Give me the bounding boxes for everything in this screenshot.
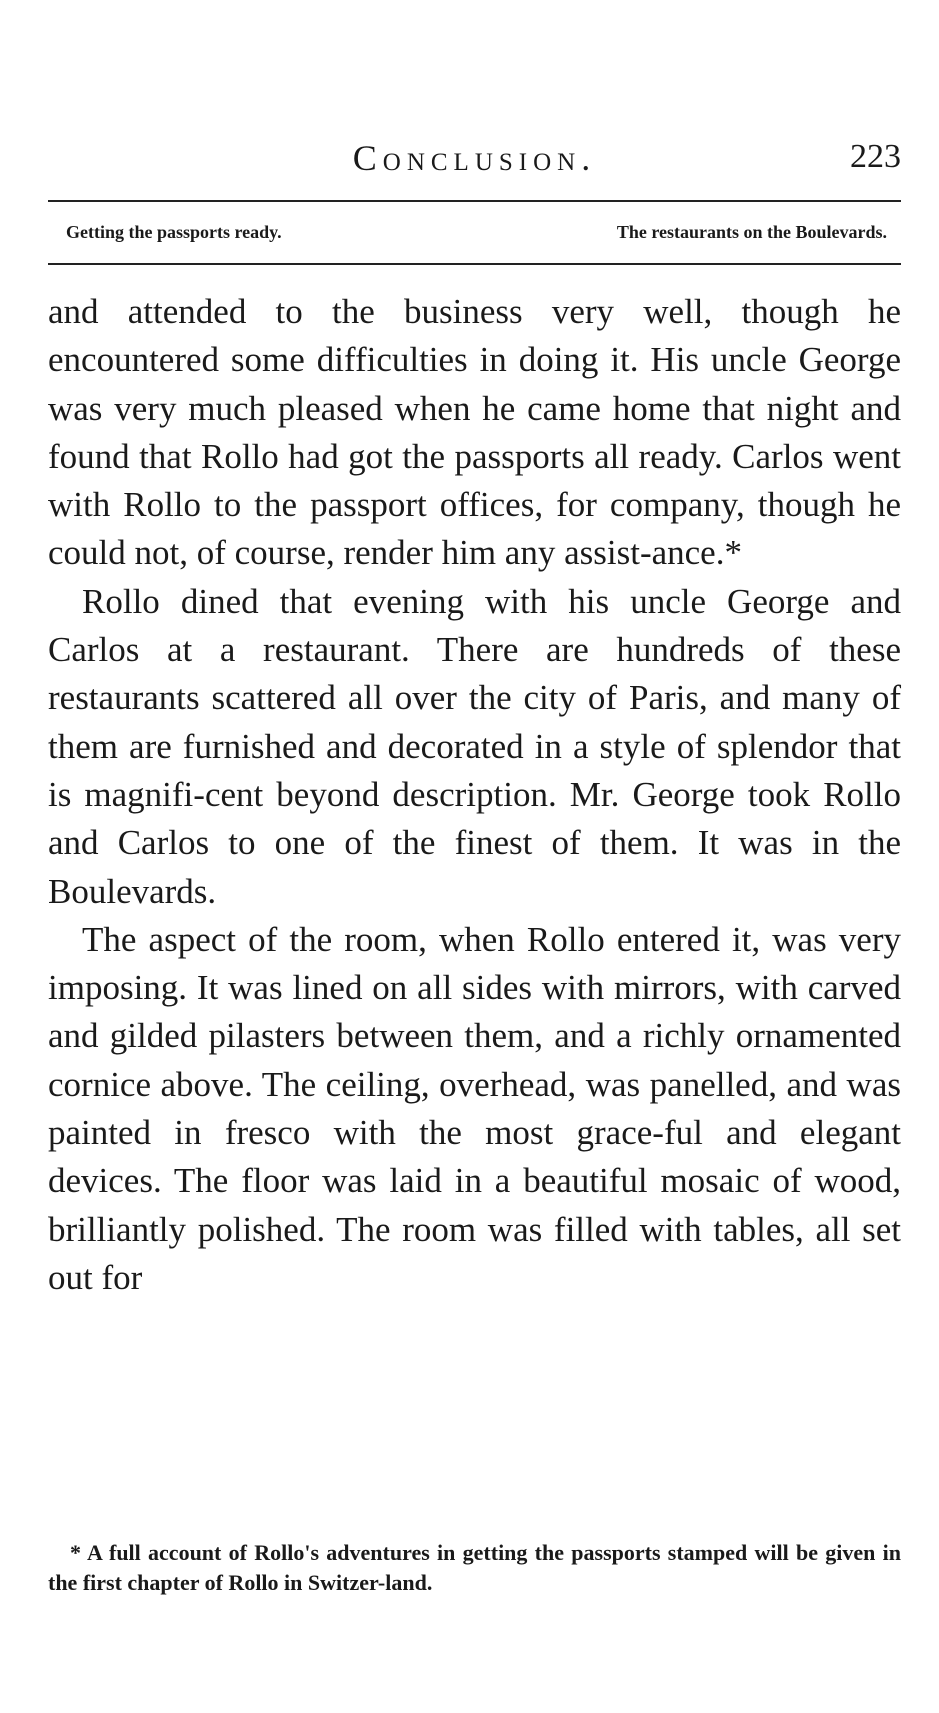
page-number: 223 — [850, 138, 901, 175]
paragraph-1: and attended to the business very well, though he encountered some difficulties in doing it. His uncle George was very much pleased when he came home that night and found that Rollo had got the passports all ready. Carlos went with Rollo to the passport offices, for company, though he could not, of course, render him any assist-ance.* — [48, 292, 901, 573]
paragraph-3: The aspect of the room, when Rollo entered it, was very imposing. It was lined on all sides with mirrors, with carved and gilded pilasters between them, and a richly ornamented cornice above. The ceiling, overhead, was panelled, and was painted in fresco with the most grace-ful and elegant devices. The floor was laid in a beautiful mosaic of wood, brilliantly polished. The room was filled with tables, all set out for — [48, 919, 901, 1297]
header-rule-bottom — [48, 263, 901, 265]
paragraph-2: Rollo dined that evening with his uncle George and Carlos at a restaurant. There are hundreds of these restaurants scattered all over the city of Paris, and many of them are furnished and decorated in a style of splendor that is magnifi-cent beyond description. Mr. George took Rollo and Carlos to one of the finest of them. It was in the Boulevards. — [48, 581, 901, 911]
running-head — [48, 140, 901, 200]
subhead-left: Getting the passports ready. — [66, 222, 282, 242]
body-text — [48, 288, 901, 1302]
header-rule-top — [48, 200, 901, 202]
chapter-title: Conclusion. — [352, 138, 597, 178]
subhead-right: The restaurants on the Boulevards. — [616, 222, 887, 242]
footnote: * A full account of Rollo's adventures in getting the passports stamped will be given in the first chapter of Rollo in Switzer-land. — [48, 1540, 901, 1595]
